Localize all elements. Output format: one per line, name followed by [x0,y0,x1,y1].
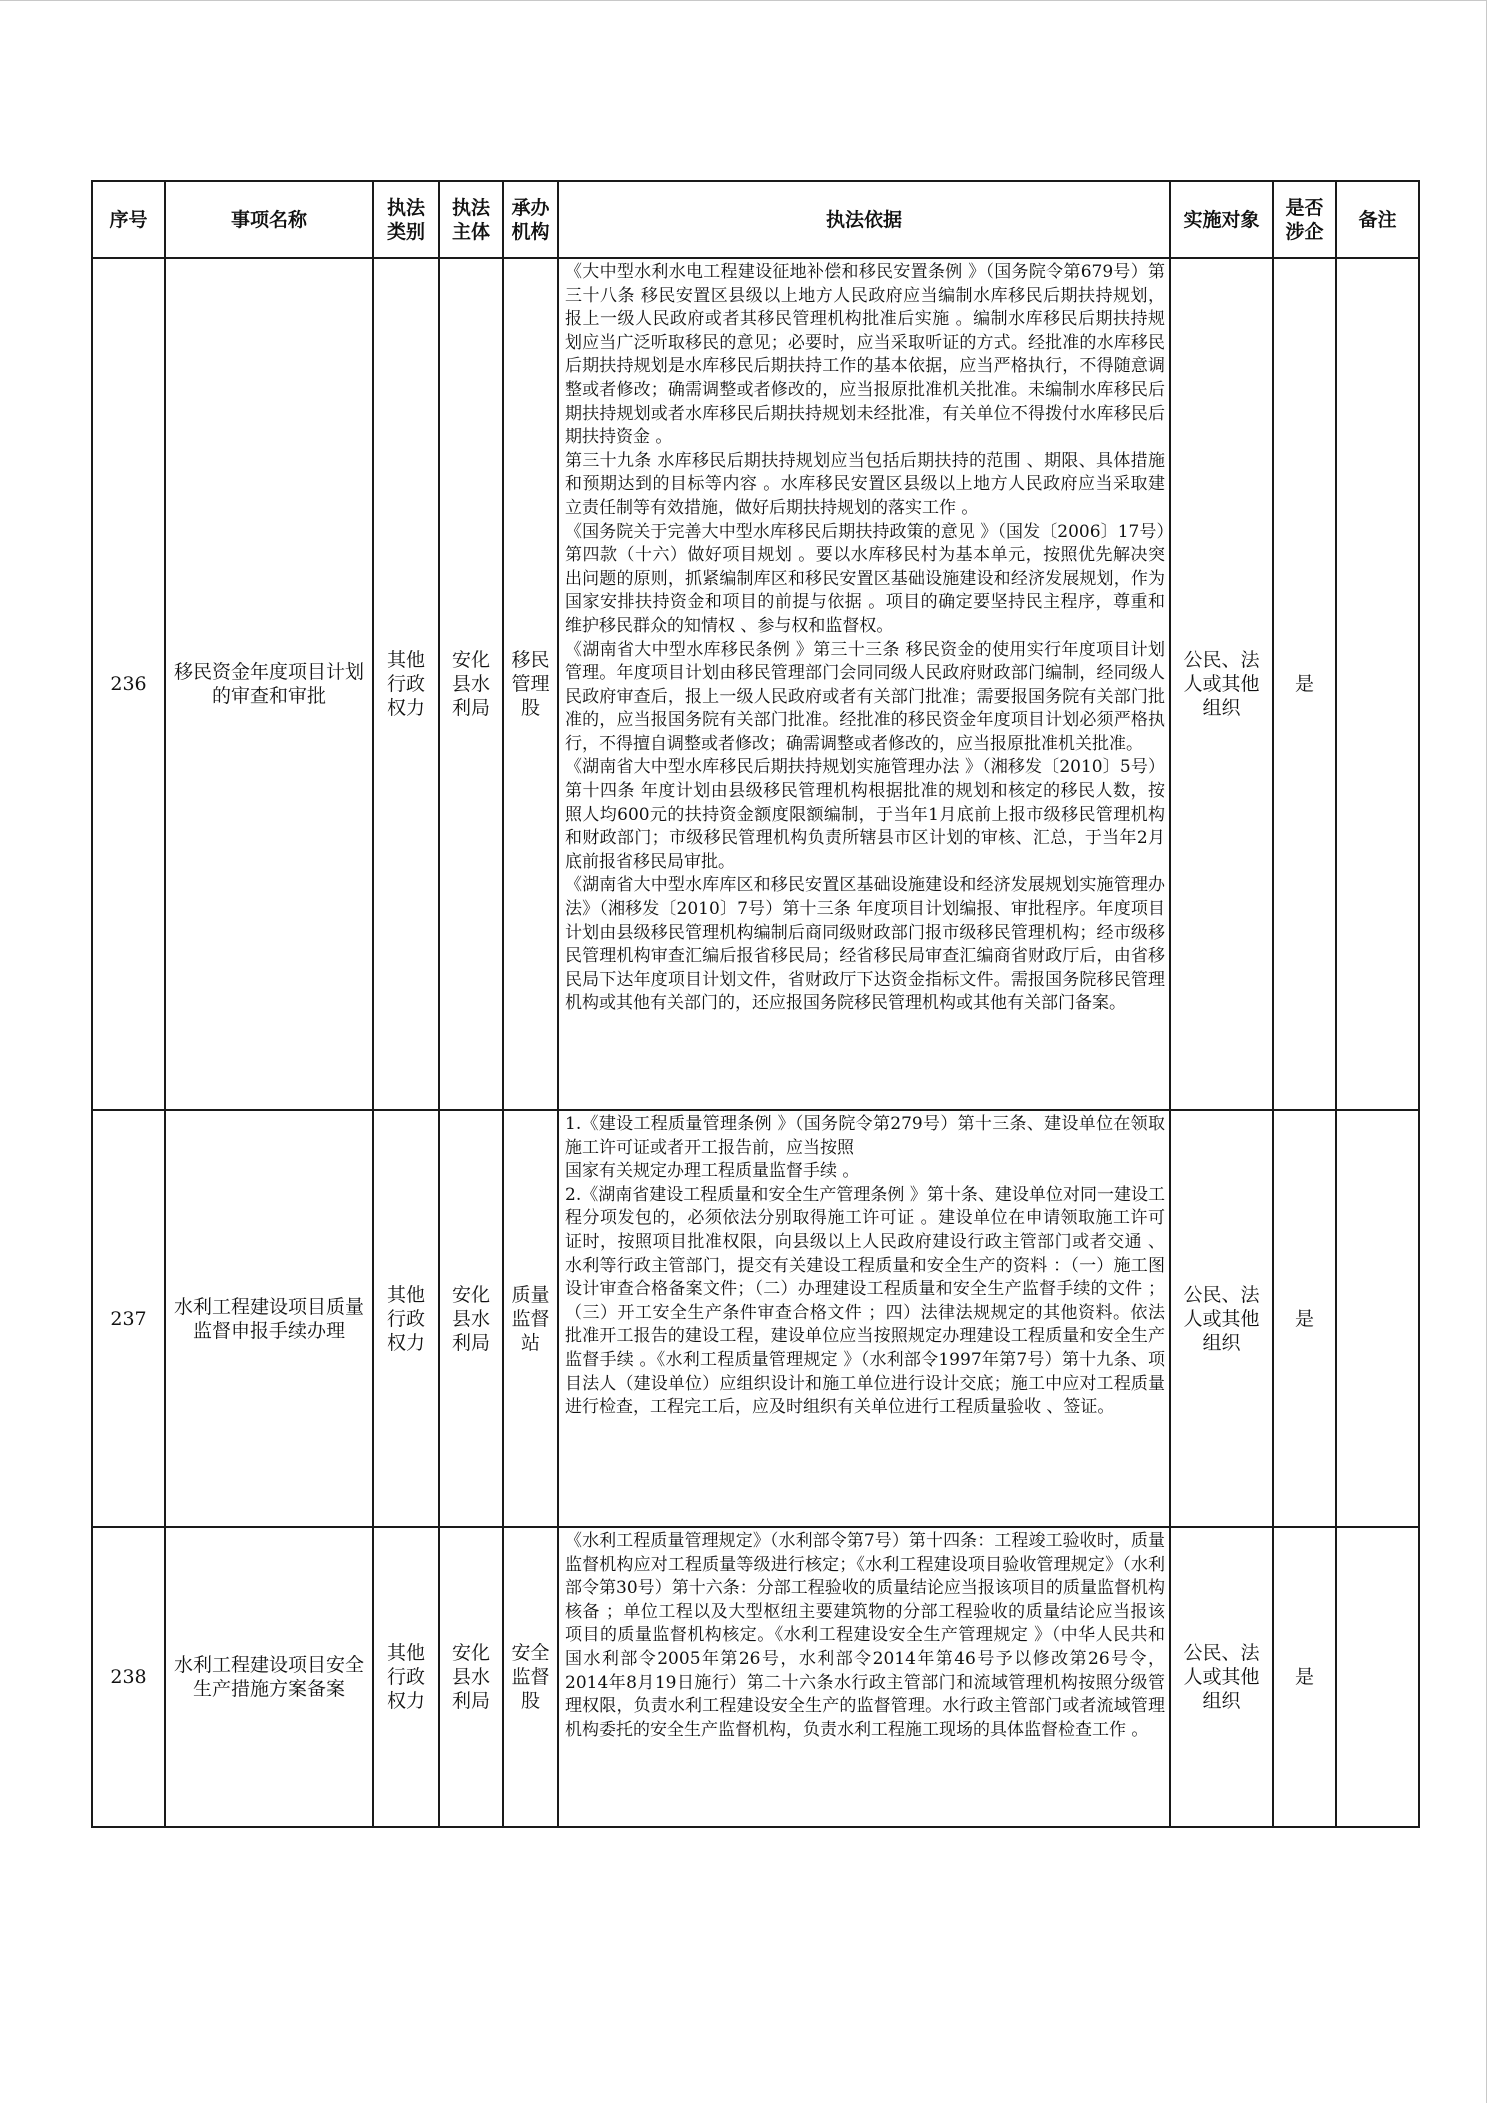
header-category: 执法类别 [373,181,439,258]
row-remarks [1336,1110,1419,1527]
row-enterprise: 是 [1273,1527,1336,1827]
row-category: 其他行政权力 [373,1110,439,1527]
row-remarks [1336,258,1419,1110]
row-subject: 安化县水利局 [439,258,503,1110]
row-item-name: 移民资金年度项目计划的审查和审批 [165,258,373,1110]
row-basis [558,1110,1170,1527]
row-remarks [1336,1527,1419,1827]
basis-paragraph: 第三十九条 水库移民后期扶持规划应当包括后期扶持的范围 、期限、具体措施和预期达到的目标等内容 。水库移民安置区县级以上地方人民政府应当采取建立责任制等有效措施，做好后期扶持规划的落实工作 。 [565,450,1165,518]
row-enterprise: 是 [1273,258,1336,1110]
header-basis: 执法依据 [558,181,1170,258]
row-subject: 安化县水利局 [439,1110,503,1527]
row-index: 237 [92,1110,165,1527]
row-subject: 安化县水利局 [439,1527,503,1827]
table-row [92,1110,1419,1527]
row-index: 238 [92,1527,165,1827]
row-item-name: 水利工程建设项目安全生产措施方案备案 [165,1527,373,1827]
header-item-name: 事项名称 [165,181,373,258]
basis-paragraph: 《水利工程质量管理规定》（水利部令第7号）第十四条：工程竣工验收时，质量监督机构应对工程质量等级进行核定；《水利工程建设项目验收管理规定》（水利部令第30号）第十六条：分部工程验收的质量结论应当报该项目的质量监督机构核备 ；单位工程以及大型枢纽主要建筑物的分部工程验收的质量结论应当报该项目的质量监督机构核定。《水利工程建设安全生产管理规定 》（中华人民共和国水利部令2005年第26号，水利部令2014年第46号予以修改第26号令，2014年8月19日施行）第二十六条水行政主管部门和流域管理机构按照分级管理权限，负责水利工程建设安全生产的监督管理。水行政主管部门或者流域管理机构委托的安全生产监督机构，负责水利工程施工现场的具体监督检查工作 。 [565,1531,1165,1740]
header-target: 实施对象 [1170,181,1273,258]
basis-paragraph: 《湖南省大中型水库库区和移民安置区基础设施建设和经济发展规划实施管理办法》（湘移发〔2010〕7号）第十三条 年度项目计划编报、审批程序。年度项目计划由县级移民管理机构编制后商同级财政部门报市级移民管理机构；经市级移民管理机构审查汇编后报省移民局；经省移民局审查汇编商省财政厅后，由省移民局下达年度项目计划文件，省财政厅下达资金指标文件。需报国务院移民管理机构或其他有关部门的，还应报国务院移民管理机构或其他有关部门备案。 [565,875,1165,1014]
row-basis [558,258,1170,1110]
header-enterprise: 是否涉企 [1273,181,1336,258]
row-target: 公民、法人或其他组织 [1170,1110,1273,1527]
table-row [92,258,1419,1110]
header-subject: 执法主体 [439,181,503,258]
law-enforcement-table [91,180,1420,1828]
header-index: 序号 [92,181,165,258]
header-agency: 承办机构 [503,181,558,258]
table-header-row [92,181,1419,258]
row-category: 其他行政权力 [373,1527,439,1827]
row-index: 236 [92,258,165,1110]
row-agency: 质量监督站 [503,1110,558,1527]
row-agency: 移民管理股 [503,258,558,1110]
basis-paragraph: 《湖南省大中型水库移民条例 》第三十三条 移民资金的使用实行年度项目计划管理。年度项目计划由移民管理部门会同同级人民政府财政部门编制，经同级人民政府审查后，报上一级人民政府或者有关部门批准；需要报国务院有关部门批准的，应当报国务院有关部门批准。经批准的移民资金年度项目计划必须严格执行，不得擅自调整或者修改；确需调整或者修改的，应当报原批准机关批准。 [565,639,1165,754]
basis-paragraph: 2.《湖南省建设工程质量和安全生产管理条例 》第十条、建设单位对同一建设工程分项发包的，必须依法分别取得施工许可证 。建设单位在申请领取施工许可证时，按照项目批准权限，向县级以上人民政府建设行政主管部门或者交通 、水利等行政主管部门，提交有关建设工程质量和安全生产的资料 ：（一）施工图设计审查合格备案文件；（二）办理建设工程质量和安全生产监督手续的文件 ；（三）开工安全生产条件审查合格文件 ；四）法律法规规定的其他资料。依法批准开工报告的建设工程，建设单位应当按照规定办理建设工程质量和安全生产监督手续 。《水利工程质量管理规定 》（水利部令1997年第7号）第十九条、项目法人（建设单位）应组织设计和施工单位进行设计交底；施工中应对工程质量进行检查，工程完工后，应及时组织有关单位进行工程质量验收 、签证。 [565,1184,1165,1418]
basis-paragraph: 《大中型水利水电工程建设征地补偿和移民安置条例 》（国务院令第679号）第三十八条 移民安置区县级以上地方人民政府应当编制水库移民后期扶持规划，报上一级人民政府或者其移民管理机构批准后实施 。编制水库移民后期扶持规划应当广泛听取移民的意见；必要时，应当采取听证的方式。经批准的水库移民后期扶持规划是水库移民后期扶持工作的基本依据，应当严格执行，不得随意调整或者修改；确需调整或者修改的，应当报原批准机关批准。未编制水库移民后期扶持规划或者水库移民后期扶持规划未经批准，有关单位不得拨付水库移民后期扶持资金 。 [565,262,1165,448]
row-basis [558,1527,1170,1827]
row-item-name: 水利工程建设项目质量监督申报手续办理 [165,1110,373,1527]
row-target: 公民、法人或其他组织 [1170,258,1273,1110]
table-row [92,1527,1419,1827]
row-target: 公民、法人或其他组织 [1170,1527,1273,1827]
row-category: 其他行政权力 [373,258,439,1110]
header-remarks: 备注 [1336,181,1419,258]
basis-paragraph: 国家有关规定办理工程质量监督手续 。 [565,1161,860,1182]
row-agency: 安全监督股 [503,1527,558,1827]
row-enterprise: 是 [1273,1110,1336,1527]
basis-paragraph: 1.《建设工程质量管理条例 》（国务院令第279号）第十三条、建设单位在领取施工许可证或者开工报告前，应当按照 [565,1114,1165,1158]
basis-paragraph: 《国务院关于完善大中型水库移民后期扶持政策的意见 》（国发〔2006〕17号）第四款（十六）做好项目规划 。要以水库移民村为基本单元，按照优先解决突出问题的原则，抓紧编制库区和移民安置区基础设施建设和经济发展规划，作为国家安排扶持资金和项目的前提与依据 。项目的确定要坚持民主程序，尊重和维护移民群众的知情权 、参与权和监督权。 [565,521,1165,636]
basis-paragraph: 《湖南省大中型水库移民后期扶持规划实施管理办法 》（湘移发〔2010〕5号）第十四条 年度计划由县级移民管理机构根据批准的规划和核定的移民人数，按照人均600元的扶持资金额度限额编制，于当年1月底前上报市级移民管理机构和财政部门；市级移民管理机构负责所辖县市区计划的审核、汇总，于当年2月底前报省移民局审批。 [565,757,1165,872]
